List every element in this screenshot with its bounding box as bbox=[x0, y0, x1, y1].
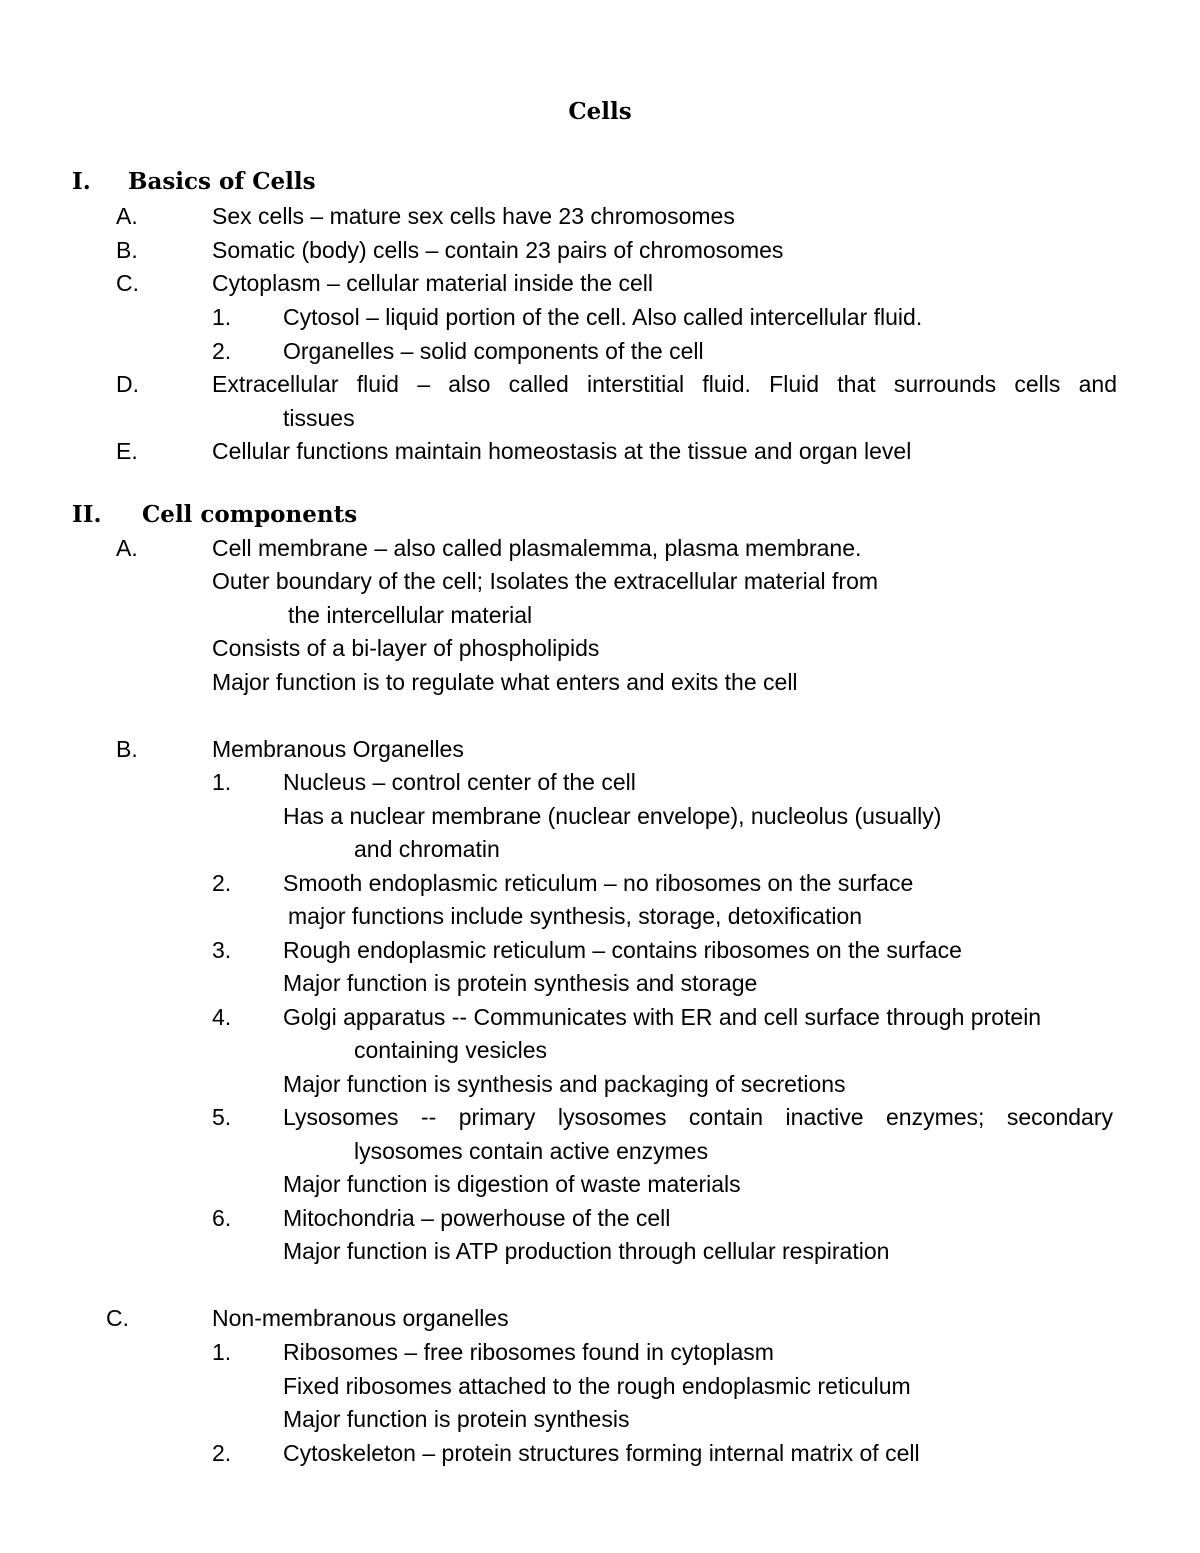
subitem-text: Cytosol – liquid portion of the cell. Also called intercellular fluid. bbox=[283, 304, 923, 330]
subitem-text: Nucleus – control center of the cell bbox=[283, 769, 636, 795]
page-title: Cells bbox=[568, 98, 632, 125]
subitem-detail: Fixed ribosomes attached to the rough endoplasmic reticulum bbox=[283, 1373, 911, 1399]
item-label: E. bbox=[116, 438, 138, 464]
subitem-text: Mitochondria – powerhouse of the cell bbox=[283, 1205, 671, 1231]
subitem-label: 2. bbox=[212, 870, 232, 896]
subitem-detail: and chromatin bbox=[354, 836, 500, 862]
item-label: B. bbox=[116, 237, 138, 263]
subitem-detail: Has a nuclear membrane (nuclear envelope), nucleolus (usually) bbox=[283, 803, 942, 829]
item-label: D. bbox=[116, 371, 139, 397]
subitem-label: 1. bbox=[212, 304, 232, 330]
item-text: Cytoplasm – cellular material inside the cell bbox=[212, 270, 654, 296]
subitem-text: Ribosomes – free ribosomes found in cytoplasm bbox=[283, 1339, 774, 1365]
subitem-label: 5. bbox=[212, 1104, 232, 1130]
subitem-label: 1. bbox=[212, 769, 232, 795]
section-heading: Basics of Cells bbox=[128, 168, 316, 195]
item-text: Cellular functions maintain homeostasis at the tissue and organ level bbox=[212, 438, 912, 464]
subitem-label: 4. bbox=[212, 1004, 232, 1030]
item-label: B. bbox=[116, 736, 138, 762]
subitem-detail: major functions include synthesis, storage, detoxification bbox=[288, 903, 863, 929]
item-label: A. bbox=[116, 203, 138, 229]
subitem-detail: Major function is protein synthesis and storage bbox=[283, 970, 758, 996]
item-detail: Outer boundary of the cell; Isolates the extracellular material from bbox=[212, 568, 879, 594]
item-text: Sex cells – mature sex cells have 23 chromosomes bbox=[212, 203, 735, 229]
item-label: C. bbox=[106, 1305, 129, 1331]
item-detail: Consists of a bi-layer of phospholipids bbox=[212, 635, 600, 661]
item-text: Membranous Organelles bbox=[212, 736, 464, 762]
item-detail: the intercellular material bbox=[288, 602, 533, 628]
item-detail: Major function is to regulate what enters and exits the cell bbox=[212, 669, 798, 695]
item-continuation: tissues bbox=[283, 405, 355, 431]
subitem-text: Smooth endoplasmic reticulum – no ribosomes on the surface bbox=[283, 870, 914, 896]
section-numeral: I. bbox=[72, 168, 91, 195]
subitem-detail: Major function is synthesis and packaging of secretions bbox=[283, 1071, 846, 1097]
section-heading: Cell components bbox=[142, 501, 358, 528]
subitem-label: 1. bbox=[212, 1339, 232, 1365]
subitem-detail: Major function is digestion of waste materials bbox=[283, 1171, 741, 1197]
subitem-detail: Major function is protein synthesis bbox=[283, 1406, 630, 1432]
item-label: C. bbox=[116, 270, 139, 296]
subitem-text: Lysosomes -- primary lysosomes contain inactive enzymes; secondary bbox=[283, 1104, 1113, 1130]
item-text: Cell membrane – also called plasmalemma, plasma membrane. bbox=[212, 535, 862, 561]
subitem-text: Golgi apparatus -- Communicates with ER and cell surface through protein bbox=[283, 1004, 1042, 1030]
subitem-label: 2. bbox=[212, 1440, 232, 1466]
section-numeral: II. bbox=[72, 501, 102, 528]
item-text: Extracellular fluid – also called interstitial fluid. Fluid that surrounds cells and bbox=[212, 371, 1117, 397]
item-text: Somatic (body) cells – contain 23 pairs of chromosomes bbox=[212, 237, 784, 263]
subitem-detail: containing vesicles bbox=[354, 1037, 548, 1063]
subitem-text: Rough endoplasmic reticulum – contains ribosomes on the surface bbox=[283, 937, 962, 963]
subitem-text: Cytoskeleton – protein structures forming internal matrix of cell bbox=[283, 1440, 920, 1466]
item-text: Non-membranous organelles bbox=[212, 1305, 509, 1331]
item-label: A. bbox=[116, 535, 138, 561]
subitem-label: 2. bbox=[212, 338, 232, 364]
subitem-label: 3. bbox=[212, 937, 232, 963]
subitem-text: Organelles – solid components of the cell bbox=[283, 338, 704, 364]
subitem-label: 6. bbox=[212, 1205, 232, 1231]
subitem-detail: Major function is ATP production through cellular respiration bbox=[283, 1238, 890, 1264]
subitem-detail: lysosomes contain active enzymes bbox=[354, 1138, 709, 1164]
